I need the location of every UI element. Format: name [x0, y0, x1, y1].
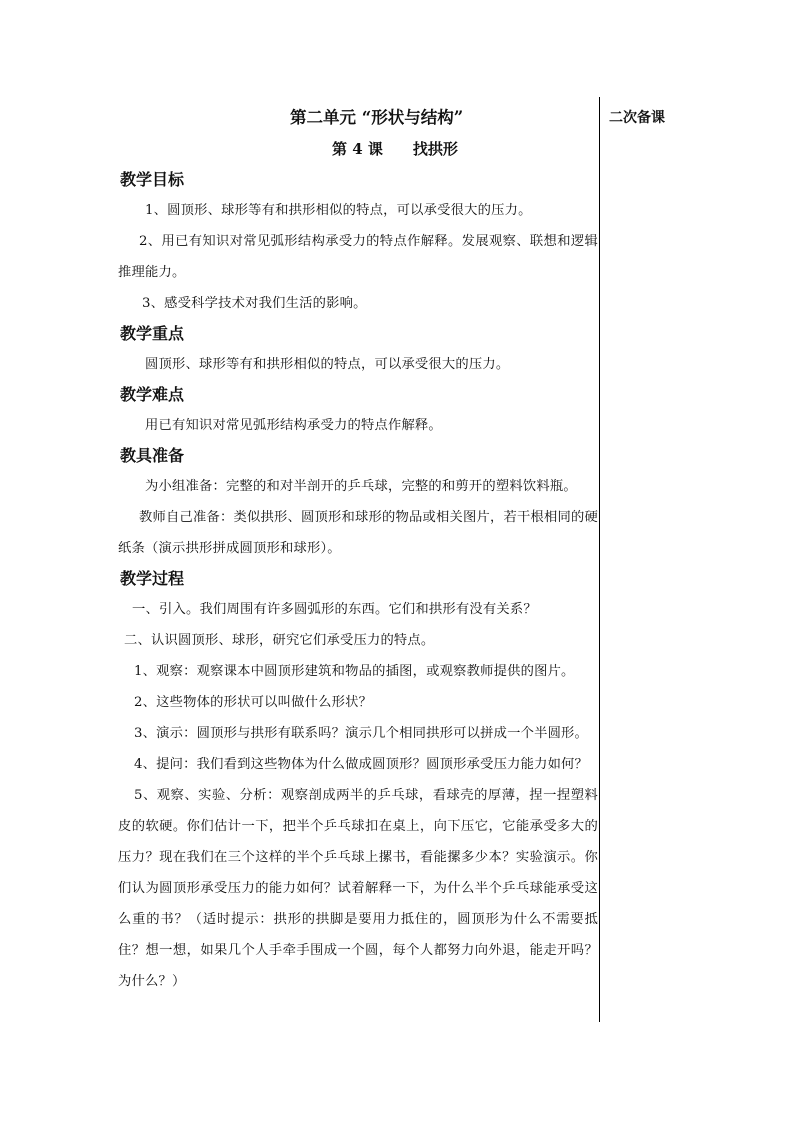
process-step: 4、提问：我们看到这些物体为什么做成圆顶形？圆顶形承受压力能力如何？	[134, 757, 589, 772]
process-step: 5、观察、实验、分析：观察剖成两半的乒乓球，看球壳的厚薄，捏一捏塑料皮的软硬。你们估计一下，把半个乒乓球扣在桌上，向下压它，它能承受多大的压力？现在我们在三个这样的半个乒乓球上摞书，看能摞多少本？实验演示。你们认为圆顶形承受压力的能力如何？试着解释一下，为什么半个乒乓球能承受这么重的书？（适时提示：拱形的拱脚是要用力抵住的，圆顶形为什么不需要抵住？想一想，如果几个人手牵手围成一个圆，每个人都努力向外退，能走开吗？为什么？）	[118, 788, 598, 989]
lesson-number: 第 4 课	[332, 140, 383, 158]
materials-group: 为小组准备：完整的和对半剖开的乒乓球，完整的和剪开的塑料饮料瓶。	[145, 479, 577, 494]
process-step: 2、这些物体的形状可以叫做什么形状？	[134, 695, 373, 710]
difficulties-heading: 教学难点	[120, 385, 185, 404]
objectives-section	[118, 165, 598, 319]
process-section	[118, 564, 598, 997]
lesson-plan-main	[118, 103, 598, 997]
objective-item: 3、感受科学技术对我们生活的影响。	[142, 296, 367, 311]
process-step: 一、引入。我们周围有许多圆弧形的东西。它们和拱形有没有关系？	[132, 602, 537, 617]
materials-section	[118, 441, 598, 564]
materials-teacher: 教师自己准备：类似拱形、圆顶形和球形的物品或相关图片，若干根相同的硬纸条（演示拱形拼成圆顶形和球形）。	[118, 510, 598, 556]
difficulties-section	[118, 380, 598, 441]
objective-item: 2、用已有知识对常见弧形结构承受力的特点作解释。发展观察、联想和逻辑推理能力。	[118, 234, 598, 280]
second-prep-label: 二次备课	[609, 110, 665, 126]
process-step: 二、认识圆顶形、球形，研究它们承受压力的特点。	[124, 633, 435, 648]
key-points-heading: 教学重点	[120, 324, 185, 343]
key-points-text: 圆顶形、球形等有和拱形相似的特点，可以承受很大的压力。	[145, 357, 510, 372]
materials-heading: 教具准备	[120, 446, 185, 465]
difficulties-text: 用已有知识对常见弧形结构承受力的特点作解释。	[145, 418, 442, 433]
lesson-title	[118, 133, 598, 165]
objectives-heading: 教学目标	[120, 170, 185, 189]
key-points-section	[118, 319, 598, 380]
lesson-name: 找拱形	[412, 140, 458, 158]
column-divider	[599, 97, 600, 1022]
process-step: 3、演示：圆顶形与拱形有联系吗？演示几个相同拱形可以拼成一个半圆形。	[134, 726, 589, 741]
unit-title: 第二单元 “形状与结构”	[290, 108, 464, 127]
objective-item: 1、圆顶形、球形等有和拱形相似的特点，可以承受很大的压力。	[145, 203, 532, 218]
process-heading: 教学过程	[120, 569, 185, 588]
process-step: 1、观察：观察课本中圆顶形建筑和物品的插图，或观察教师提供的图片。	[134, 664, 575, 679]
